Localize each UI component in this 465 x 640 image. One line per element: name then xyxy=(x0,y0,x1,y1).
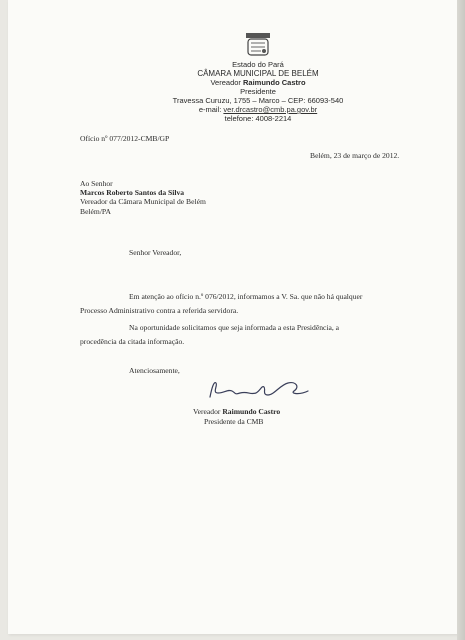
document-reference: Ofício nº 077/2012-CMB/GP xyxy=(80,134,170,143)
body-paragraph-1-line-2: Processo Administrativo contra a referida servidora. xyxy=(80,306,239,315)
letterhead-email-line xyxy=(148,105,368,114)
body-paragraph-1-line-1: Em atenção ao ofício n.º 076/2012, informamos a V. Sa. que não há qualquer xyxy=(129,292,363,301)
signatory-line xyxy=(193,407,280,416)
letter-page xyxy=(8,0,458,634)
letterhead-councilor-name: Raimundo Castro xyxy=(243,78,306,87)
letterhead-councilor-prefix: Vereador xyxy=(210,78,241,87)
recipient-title: Vereador da Câmara Municipal de Belém xyxy=(80,197,206,206)
letterhead-address: Travessa Curuzu, 1755 – Marco – CEP: 66093-540 xyxy=(172,96,344,105)
signatory-role: Presidente da CMB xyxy=(204,417,264,426)
recipient-name: Marcos Roberto Santos da Silva xyxy=(80,188,185,197)
letterhead-institution: CÂMARA MUNICIPAL DE BELÉM xyxy=(197,69,319,78)
letterhead-state: Estado do Pará xyxy=(232,60,284,69)
signatory-name: Raimundo Castro xyxy=(222,407,281,416)
signatory-prefix: Vereador xyxy=(193,407,221,416)
letterhead-email-label: e-mail: xyxy=(198,105,222,114)
letterhead-phone: telefone: 4008-2214 xyxy=(224,114,292,123)
scan-edge xyxy=(457,0,465,640)
letterhead-email-link[interactable]: ver.drcastro@cmb.pa.gov.br xyxy=(223,105,318,114)
coat-of-arms-icon xyxy=(244,32,272,58)
greeting: Senhor Vereador, xyxy=(129,248,182,257)
body-paragraph-2-line-1: Na oportunidade solicitamos que seja informada a esta Presidência, a xyxy=(129,323,340,332)
body-paragraph-2-line-2: procedência da citada informação. xyxy=(80,337,185,346)
document-date: Belém, 23 de março de 2012. xyxy=(310,151,400,160)
handwritten-signature-icon xyxy=(204,375,314,403)
letterhead-role: Presidente xyxy=(240,87,276,96)
letterhead-councilor xyxy=(148,78,368,87)
recipient-salutation: Ao Senhor xyxy=(80,179,113,188)
closing: Atenciosamente, xyxy=(129,366,180,375)
recipient-city: Belém/PA xyxy=(80,207,111,216)
